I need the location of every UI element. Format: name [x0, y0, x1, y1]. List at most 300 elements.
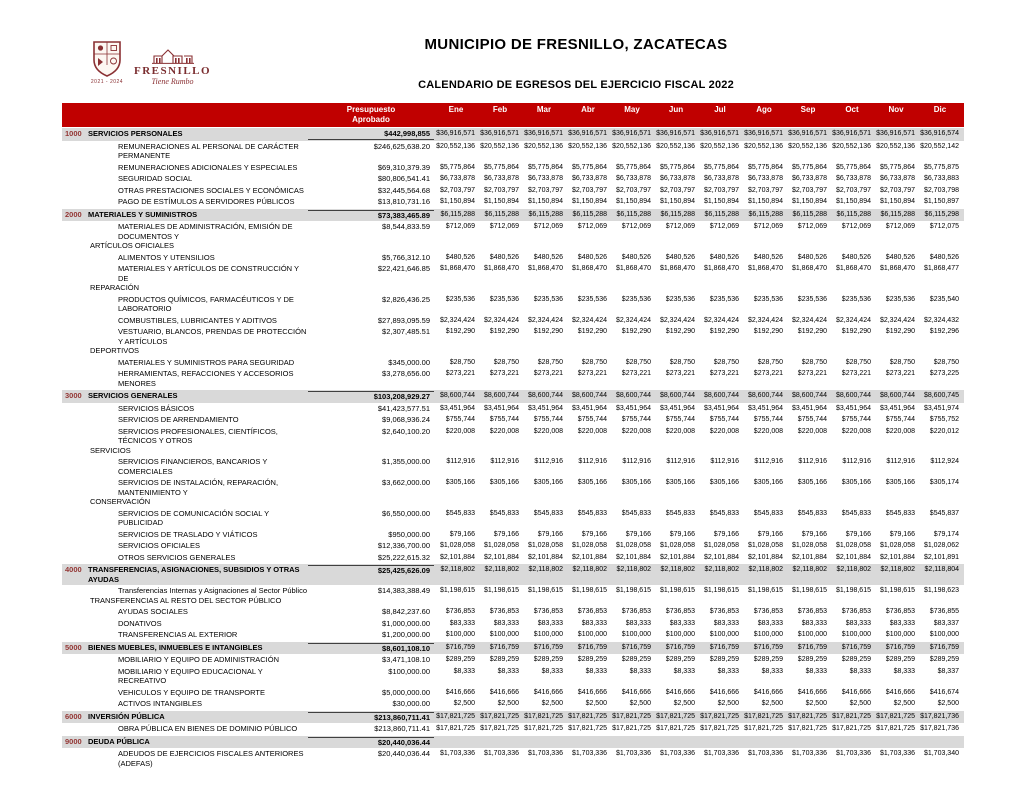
month-cell: $17,821,725 — [480, 725, 519, 732]
row-label-line1: SERVICIOS FINANCIEROS, BANCARIOS Y COMERCIALES — [118, 457, 268, 476]
month-cell: $289,259 — [533, 656, 563, 663]
month-cell: $480,526 — [841, 253, 871, 261]
budget-table — [62, 103, 964, 769]
month-cell: $8,600,744 — [571, 392, 607, 399]
month-cell: $83,333 — [537, 619, 563, 627]
row-label — [88, 174, 308, 184]
row-label — [88, 186, 308, 196]
row-label-line1: MOBILIARIO Y EQUIPO DE ADMINISTRACIÓN — [118, 655, 280, 664]
month-cell: $1,868,470 — [439, 265, 475, 272]
month-cell: $716,759 — [753, 643, 783, 651]
table-row — [62, 414, 964, 426]
month-cell: $100,000 — [489, 631, 519, 638]
row-code: 1000 — [65, 129, 82, 138]
month-cell: $5,775,864 — [659, 163, 695, 171]
month-cell: $220,008 — [489, 427, 519, 435]
row-label-line2: AYUDAS — [88, 574, 119, 584]
month-cell: $220,008 — [797, 427, 827, 435]
row-label — [88, 415, 308, 425]
row-label — [88, 369, 308, 388]
month-cell: $1,868,470 — [835, 265, 871, 272]
month-cell: $6,115,288 — [528, 210, 563, 218]
month-cell: $2,101,884 — [527, 553, 563, 561]
month-cell: $79,166 — [537, 530, 563, 538]
month-cell: $1,150,894 — [571, 198, 607, 205]
month-cell: $5,775,864 — [615, 163, 651, 171]
month-cell: $1,150,894 — [483, 198, 519, 205]
month-cell: $36,916,571 — [612, 130, 651, 137]
month-cell: $3,451,964 — [571, 404, 607, 412]
month-cell: $2,500 — [761, 700, 783, 707]
row-code: 6000 — [65, 711, 82, 721]
month-cell: $6,115,288 — [440, 210, 475, 218]
row-label-line1: ACTIVOS INTANGIBLES — [118, 699, 203, 708]
row-label-line1: SERVICIOS DE COMUNICACIÓN SOCIAL Y PUBLICIDAD — [118, 508, 270, 527]
row-label — [88, 749, 308, 768]
month-cell: $289,259 — [885, 656, 915, 663]
month-cell: $79,166 — [713, 530, 739, 538]
month-cell: $2,324,424 — [527, 316, 563, 324]
presupuesto-cell: $246,625,638.20 — [373, 141, 430, 151]
presupuesto-cell: $27,893,095.59 — [377, 315, 430, 325]
table-row — [62, 529, 964, 541]
month-cell: $28,750 — [449, 358, 475, 366]
month-cell: $305,166 — [445, 479, 475, 486]
table-row — [62, 185, 964, 197]
month-cell: $112,916 — [446, 458, 475, 465]
month-cell: $2,703,797 — [483, 186, 519, 194]
month-cell: $2,101,884 — [703, 553, 739, 561]
month-cell: $8,600,744 — [615, 392, 651, 399]
month-cell: $736,853 — [709, 608, 739, 615]
month-cell: $79,166 — [581, 530, 607, 538]
month-cell: $8,333 — [761, 667, 783, 675]
month-cell: $6,733,878 — [483, 175, 519, 182]
month-cell: $235,536 — [621, 295, 651, 303]
month-cell: $8,333 — [497, 667, 519, 675]
row-label — [88, 253, 308, 263]
table-row — [62, 368, 964, 389]
month-cell: $755,744 — [577, 416, 607, 423]
month-cell: $5,775,864 — [483, 163, 519, 171]
month-cell: $8,600,744 — [835, 392, 871, 399]
month-cell: $1,150,894 — [615, 198, 651, 205]
table-row — [62, 698, 964, 710]
month-cell: $1,028,062 — [923, 542, 959, 549]
month-cell: $8,333 — [805, 667, 827, 675]
month-cell: $289,259 — [577, 656, 607, 663]
row-label-line1: SERVICIOS BÁSICOS — [118, 403, 195, 413]
presupuesto-cell: $103,208,929.27 — [308, 391, 434, 402]
month-cell: $28,750 — [713, 358, 739, 366]
row-code: 9000 — [65, 736, 82, 746]
month-cell: $305,166 — [665, 479, 695, 486]
month-cell: $305,166 — [797, 479, 827, 486]
month-cell: $100,000 — [797, 631, 827, 638]
month-cell: $712,069 — [621, 223, 651, 230]
presupuesto-cell: $41,423,577.51 — [377, 403, 430, 413]
presupuesto-cell: $100,000.00 — [388, 666, 430, 676]
month-cell: $36,916,571 — [656, 130, 695, 137]
month-cell: $480,526 — [885, 253, 915, 261]
month-cell: $235,536 — [753, 295, 783, 303]
row-label — [88, 404, 308, 414]
month-cell: $545,833 — [665, 509, 695, 517]
month-cell: $8,333 — [673, 667, 695, 675]
month-cell: $5,775,875 — [923, 163, 959, 171]
row-label — [88, 163, 308, 173]
month-cell: $3,451,974 — [923, 404, 959, 412]
month-cell: $79,166 — [889, 530, 915, 538]
month-cell: $545,833 — [841, 509, 871, 517]
month-cell: $273,221 — [577, 370, 607, 377]
row-label — [88, 712, 308, 722]
month-cell: $79,174 — [933, 530, 959, 538]
month-cell: $545,833 — [885, 509, 915, 517]
row-label-line1: SERVICIOS DE ARRENDAMIENTO — [118, 415, 239, 424]
month-cell: $17,821,725 — [832, 725, 871, 732]
row-label-line1: MOBILIARIO Y EQUIPO EDUCACIONAL Y RECREATIVO — [118, 666, 263, 685]
month-cell: $1,198,615 — [659, 587, 695, 594]
month-cell: $17,821,725 — [568, 725, 607, 732]
row-label-line1: TRANSFERENCIAS, ASIGNACIONES, SUBSIDIOS Y OTRAS — [88, 565, 300, 574]
row-label-line1: BIENES MUEBLES, INMUEBLES E INTANGIBLES — [88, 642, 263, 652]
month-cell: $1,028,058 — [571, 542, 607, 549]
month-cell: $1,868,470 — [703, 265, 739, 272]
month-cell: $112,916 — [578, 458, 607, 465]
row-label-line1: VESTUARIO, BLANCOS, PRENDAS DE PROTECCIÓN Y ARTÍCULOS — [118, 327, 307, 346]
presupuesto-cell: $32,445,564.68 — [377, 185, 430, 195]
presupuesto-cell: $2,826,436.25 — [382, 294, 430, 304]
month-cell: $1,703,340 — [923, 750, 959, 757]
month-cell: $83,333 — [625, 619, 651, 627]
presupuesto-cell: $2,640,100.20 — [382, 426, 430, 436]
month-cell: $2,118,802 — [836, 566, 871, 573]
month-cell: $5,775,864 — [527, 163, 563, 171]
month-cell: $17,821,725 — [744, 712, 783, 720]
month-cell: $289,259 — [489, 656, 519, 663]
month-cell: $1,150,894 — [879, 198, 915, 205]
month-cell: $6,733,878 — [791, 175, 827, 182]
month-cell: $2,703,797 — [791, 186, 827, 194]
month-cell: $2,703,797 — [879, 186, 915, 194]
month-cell: $1,198,615 — [835, 587, 871, 594]
month-cell: $235,536 — [665, 295, 695, 303]
month-cell: $2,500 — [585, 700, 607, 707]
section-row — [62, 736, 964, 749]
month-cell: $1,150,894 — [747, 198, 783, 205]
month-cell: $83,333 — [449, 619, 475, 627]
presupuesto-cell: $1,200,000.00 — [382, 630, 430, 639]
row-label-line1: MATERIALES Y SUMINISTROS PARA SEGURIDAD — [118, 357, 295, 367]
month-cell: $1,703,336 — [879, 750, 915, 757]
month-cell: $6,733,878 — [571, 175, 607, 182]
month-cell: $220,008 — [709, 427, 739, 435]
month-cell: $235,536 — [885, 295, 915, 303]
month-cell: $20,552,136 — [700, 142, 739, 150]
month-cell: $1,028,058 — [439, 542, 475, 549]
row-label-line2: ARTÍCULOS OFICIALES — [90, 241, 175, 250]
month-cell: $289,259 — [929, 656, 959, 663]
table-row — [62, 196, 964, 208]
month-cell: $2,324,424 — [439, 316, 475, 324]
row-label-line1: REMUNERACIONES ADICIONALES Y ESPECIALES — [118, 162, 298, 172]
month-cell: $36,916,571 — [876, 130, 915, 137]
row-code: 2000 — [65, 209, 82, 219]
column-header-month: Mar — [536, 105, 552, 114]
row-label-line2: TRANSFERENCIAS AL RESTO DEL SECTOR PÚBLICO — [90, 595, 282, 605]
month-cell: $736,853 — [753, 608, 783, 615]
month-cell: $1,703,336 — [659, 750, 695, 757]
month-cell: $2,324,432 — [923, 316, 959, 324]
month-cell: $2,703,797 — [571, 186, 607, 194]
month-cell: $1,868,470 — [879, 265, 915, 272]
month-cell: $17,821,725 — [568, 712, 607, 720]
month-cell: $6,115,288 — [660, 210, 695, 218]
month-cell: $1,198,615 — [483, 587, 519, 594]
presupuesto-cell: $80,806,541.41 — [377, 174, 430, 183]
month-cell: $6,733,878 — [615, 175, 651, 182]
month-cell: $8,600,744 — [791, 392, 827, 399]
month-cell: $17,821,725 — [612, 725, 651, 732]
month-cell: $112,916 — [534, 458, 563, 465]
month-cell: $36,916,571 — [832, 130, 871, 137]
month-cell: $736,853 — [577, 608, 607, 615]
month-cell: $755,744 — [753, 416, 783, 423]
table-row — [62, 315, 964, 327]
month-cell: $1,703,336 — [791, 750, 827, 757]
row-label — [88, 129, 308, 139]
month-cell: $8,333 — [893, 667, 915, 675]
month-cell: $305,166 — [489, 479, 519, 486]
month-cell: $112,916 — [798, 458, 827, 465]
month-cell: $20,552,136 — [788, 142, 827, 150]
month-cell: $20,552,136 — [524, 142, 563, 150]
month-cell: $755,744 — [665, 416, 695, 423]
month-cell: $2,500 — [629, 700, 651, 707]
month-cell: $100,000 — [577, 631, 607, 638]
table-row — [62, 552, 964, 564]
month-cell: $36,916,571 — [700, 130, 739, 137]
month-cell: $79,166 — [757, 530, 783, 538]
month-cell: $305,166 — [885, 479, 915, 486]
month-cell: $17,821,736 — [920, 725, 959, 732]
month-cell: $2,703,797 — [747, 186, 783, 194]
month-cell: $5,775,864 — [571, 163, 607, 171]
month-cell: $716,759 — [621, 643, 651, 651]
table-row — [62, 723, 964, 735]
month-cell: $273,221 — [489, 370, 519, 377]
month-cell: $416,666 — [577, 688, 607, 696]
month-cell: $480,526 — [797, 253, 827, 261]
month-cell: $8,600,744 — [879, 392, 915, 399]
table-body — [62, 128, 964, 769]
month-cell: $36,916,571 — [480, 130, 519, 137]
row-label — [88, 316, 308, 326]
presupuesto-cell: $73,383,465.89 — [308, 210, 434, 221]
month-cell: $6,733,878 — [747, 175, 783, 182]
month-cell: $1,703,336 — [439, 750, 475, 757]
month-cell: $1,150,894 — [703, 198, 739, 205]
month-cell: $8,333 — [629, 667, 651, 675]
month-cell: $112,916 — [490, 458, 519, 465]
presupuesto-cell: $6,550,000.00 — [382, 508, 430, 518]
row-label — [88, 427, 308, 456]
month-cell: $220,008 — [841, 427, 871, 435]
month-cell: $1,028,058 — [659, 542, 695, 549]
row-label-line1: SERVICIOS DE TRASLADO Y VIÁTICOS — [118, 529, 258, 539]
month-cell: $2,101,884 — [659, 553, 695, 561]
row-label-line1: SERVICIOS OFICIALES — [118, 541, 200, 550]
month-cell: $3,451,964 — [615, 404, 651, 412]
month-cell: $112,916 — [842, 458, 871, 465]
month-cell: $416,666 — [621, 688, 651, 696]
month-cell: $2,500 — [849, 700, 871, 707]
month-cell: $17,821,725 — [480, 712, 519, 720]
presupuesto-cell: $442,998,855 — [308, 129, 434, 140]
month-cell: $2,118,802 — [704, 566, 739, 573]
month-cell: $289,259 — [665, 656, 695, 663]
month-cell: $192,290 — [665, 328, 695, 335]
month-cell: $2,101,884 — [615, 553, 651, 561]
row-label — [88, 553, 308, 563]
month-cell: $736,853 — [885, 608, 915, 615]
row-label-line1: SERVICIOS PROFESIONALES, CIENTÍFICOS, TÉCNICOS Y OTROS — [118, 426, 278, 445]
city-name: FRESNILLO — [134, 65, 212, 77]
month-cell: $416,666 — [753, 688, 783, 696]
month-cell: $28,750 — [845, 358, 871, 366]
month-cell: $17,821,725 — [832, 712, 871, 720]
month-cell: $273,221 — [445, 370, 475, 377]
month-cell: $1,150,894 — [835, 198, 871, 205]
month-cell: $716,759 — [533, 643, 563, 651]
row-label — [88, 197, 308, 207]
month-cell: $273,221 — [621, 370, 651, 377]
table-row — [62, 687, 964, 699]
month-cell: $712,069 — [577, 223, 607, 230]
month-cell: $17,821,725 — [744, 725, 783, 732]
month-cell: $480,526 — [621, 253, 651, 261]
presupuesto-cell: $20,440,036.44 — [377, 749, 430, 758]
month-cell: $83,333 — [493, 619, 519, 627]
month-cell: $712,069 — [445, 223, 475, 230]
table-row — [62, 629, 964, 641]
month-cell: $192,290 — [753, 328, 783, 335]
month-cell: $755,752 — [929, 416, 959, 423]
row-label — [88, 391, 308, 401]
month-cell: $545,833 — [489, 509, 519, 517]
month-cell: $1,868,477 — [923, 265, 959, 272]
month-cell: $2,101,884 — [483, 553, 519, 561]
presupuesto-cell: $25,425,626.09 — [308, 565, 434, 576]
month-cell: $2,118,802 — [484, 566, 519, 573]
month-cell: $545,833 — [753, 509, 783, 517]
table-header-row — [62, 103, 964, 127]
month-cell: $3,451,964 — [791, 404, 827, 412]
month-cell: $273,221 — [753, 370, 783, 377]
month-cell: $220,008 — [621, 427, 651, 435]
month-cell: $220,008 — [533, 427, 563, 435]
presupuesto-cell: $2,307,485.51 — [382, 327, 430, 336]
table-row — [62, 508, 964, 529]
month-cell: $6,733,883 — [923, 175, 959, 182]
table-row — [62, 748, 964, 769]
month-cell: $2,324,424 — [791, 316, 827, 324]
row-label-line1: VEHICULOS Y EQUIPO DE TRANSPORTE — [118, 687, 265, 697]
month-cell: $2,703,797 — [615, 186, 651, 194]
shield-icon — [92, 40, 122, 78]
column-header-month: Oct — [845, 105, 859, 114]
row-label-line1: PRODUCTOS QUÍMICOS, FARMACÉUTICOS Y DE LABORATORIO — [118, 294, 294, 313]
month-cell: $6,115,288 — [572, 210, 607, 218]
section-row — [62, 642, 964, 655]
month-cell: $79,166 — [625, 530, 651, 538]
table-row — [62, 606, 964, 618]
month-cell: $192,290 — [621, 328, 651, 335]
month-cell: $112,916 — [754, 458, 783, 465]
month-cell: $79,166 — [449, 530, 475, 538]
month-cell: $28,750 — [933, 358, 959, 366]
row-label-line1: MATERIALES DE ADMINISTRACIÓN, EMISIÓN DE DOCUMENTOS Y — [118, 222, 293, 241]
month-cell: $289,259 — [797, 656, 827, 663]
column-header-month: Ago — [756, 105, 772, 114]
month-cell: $8,333 — [585, 667, 607, 675]
presupuesto-cell: $69,310,379.39 — [377, 162, 430, 172]
month-cell: $28,750 — [889, 358, 915, 366]
month-cell: $289,259 — [841, 656, 871, 663]
month-cell: $5,775,864 — [791, 163, 827, 171]
month-cell: $20,552,136 — [568, 142, 607, 150]
presupuesto-cell: $213,860,711.41 — [308, 712, 434, 723]
presupuesto-cell: $5,000,000.00 — [382, 687, 430, 697]
month-cell: $192,290 — [841, 328, 871, 335]
month-cell: $20,552,136 — [656, 142, 695, 150]
month-cell: $6,733,878 — [439, 175, 475, 182]
row-label — [88, 565, 308, 584]
month-cell: $1,868,470 — [615, 265, 651, 272]
presupuesto-cell: $14,383,388.49 — [377, 586, 430, 595]
month-cell: $2,101,891 — [923, 553, 959, 561]
section-row — [62, 390, 964, 403]
month-cell: $736,853 — [665, 608, 695, 615]
month-cell: $28,750 — [757, 358, 783, 366]
row-label-line1: PAGO DE ESTÍMULOS A SERVIDORES PÚBLICOS — [118, 197, 295, 206]
month-cell: $3,451,964 — [527, 404, 563, 412]
month-cell: $17,821,725 — [788, 725, 827, 732]
month-cell: $545,833 — [621, 509, 651, 517]
month-cell: $8,333 — [541, 667, 563, 675]
month-cell: $1,150,894 — [791, 198, 827, 205]
row-label — [88, 619, 308, 629]
month-cell: $17,821,725 — [788, 712, 827, 720]
row-label-line1: OTROS SERVICIOS GENERALES — [118, 552, 236, 562]
month-cell: $712,069 — [533, 223, 563, 230]
row-label — [88, 630, 308, 640]
month-cell: $305,166 — [621, 479, 651, 486]
month-cell: $2,118,802 — [660, 566, 695, 573]
month-cell: $6,115,288 — [880, 210, 915, 218]
column-header-month: Dic — [933, 105, 947, 114]
row-label — [88, 530, 308, 540]
month-cell: $1,868,470 — [791, 265, 827, 272]
row-label — [88, 222, 308, 251]
row-label-line1: TRANSFERENCIAS AL EXTERIOR — [118, 630, 238, 639]
month-cell: $83,333 — [581, 619, 607, 627]
month-cell: $1,868,470 — [527, 265, 563, 272]
month-cell: $416,674 — [929, 688, 959, 696]
month-cell: $8,333 — [453, 667, 475, 675]
row-code: 5000 — [65, 642, 82, 652]
